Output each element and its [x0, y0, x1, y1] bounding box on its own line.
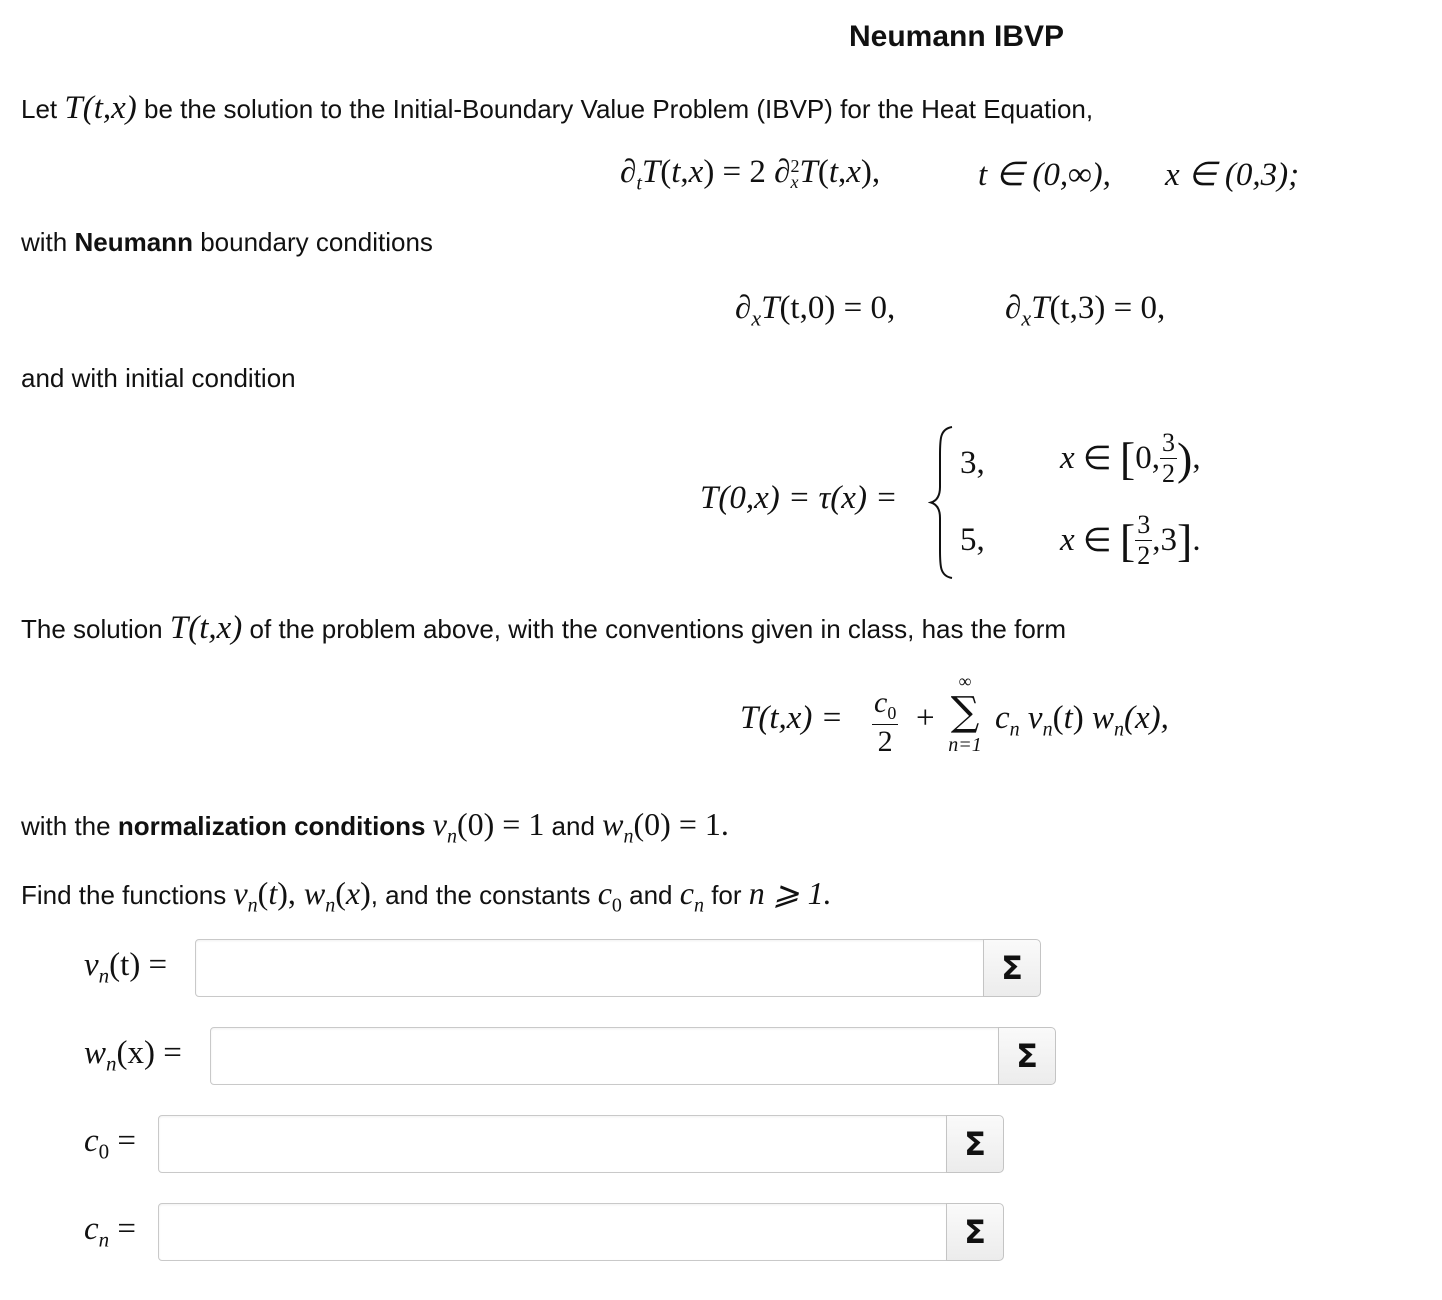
wn-sigma-button[interactable]: [998, 1027, 1056, 1085]
c0-input[interactable]: [158, 1115, 948, 1173]
vn-input[interactable]: [195, 939, 985, 997]
bc-right: $\partial_xT(t,3) = 0$,: [1005, 290, 1166, 331]
series-fraction: $\frac{c_0}{2}$: [874, 686, 897, 758]
c0-label: $c_0$ =: [84, 1123, 137, 1164]
vn-sigma-button[interactable]: [983, 939, 1041, 997]
intro-before: Let: [21, 94, 58, 124]
series-term: $c_n$ $v_n(t)$ $w_n(x)$,: [995, 700, 1169, 741]
case1-value: 3,: [960, 445, 985, 481]
ic-paragraph: and with initial condition: [21, 363, 296, 393]
sigma-icon: Σ: [1016, 1037, 1038, 1075]
task-paragraph: Find the functions $v_n(t)$, $w_n(x)$, and the constants $c_0$ and $c_n$ for n ⩾ 1.: [21, 875, 832, 917]
sigma-icon: Σ: [964, 1213, 986, 1251]
sigma-icon: Σ: [964, 1125, 986, 1163]
domain-t: t ∈ (0,∞),: [978, 157, 1111, 193]
wn-label: $w_n(x)$ =: [84, 1035, 182, 1076]
normalization-paragraph: with the normalization conditions $v_n(0) = 1$ and $w_n(0) = 1$.: [21, 806, 729, 848]
sigma-icon: Σ: [1001, 949, 1023, 987]
case2-interval: x ∈ [ $\frac{3}{2}$ ,3 ] .: [1060, 509, 1201, 570]
series-lhs: T(t,x) =: [740, 700, 843, 736]
answer-row-vn: [0, 939, 1100, 997]
vn-label: $v_n(t)$ =: [84, 947, 168, 988]
bc-paragraph: with Neumann boundary conditions: [21, 227, 433, 257]
series-plus: +: [916, 700, 935, 736]
answer-row-cn: [0, 1203, 1100, 1261]
answer-row-wn: [0, 1027, 1100, 1085]
c0-sigma-button[interactable]: [946, 1115, 1004, 1173]
solution-paragraph: The solution T(t,x) of the problem above, with the conventions given in class, has the form: [21, 610, 1067, 646]
intro-function: T(t,x): [64, 90, 137, 126]
summation: ∞ ∑ n=1: [948, 671, 982, 756]
ic-lhs: T(0,x) = τ(x) =: [700, 480, 898, 516]
intro-after: be the solution to the Initial-Boundary Value Problem (IBVP) for the Heat Equation,: [144, 94, 1094, 124]
wn-input[interactable]: [210, 1027, 1000, 1085]
heat-equation: $\partial_tT(t,x) = 2$ ∂ 2 x T(t,x),: [620, 154, 881, 195]
cn-label: $c_n$ =: [84, 1211, 137, 1252]
page-title: Neumann IBVP: [849, 20, 1065, 53]
neumann-bold: Neumann: [74, 227, 193, 257]
left-brace: [928, 425, 958, 580]
cn-sigma-button[interactable]: [946, 1203, 1004, 1261]
case1-interval: x ∈ [ 0, $\frac{3}{2}$ ) ,: [1060, 427, 1201, 488]
intro-paragraph: [21, 90, 1093, 127]
cn-input[interactable]: [158, 1203, 948, 1261]
answer-row-c0: [0, 1115, 1100, 1173]
bc-left: $\partial_xT(t,0) = 0$,: [735, 290, 896, 331]
case2-value: 5,: [960, 522, 985, 558]
domain-x: x ∈ (0,3);: [1165, 157, 1300, 193]
partial-symbol: ∂: [620, 154, 637, 190]
